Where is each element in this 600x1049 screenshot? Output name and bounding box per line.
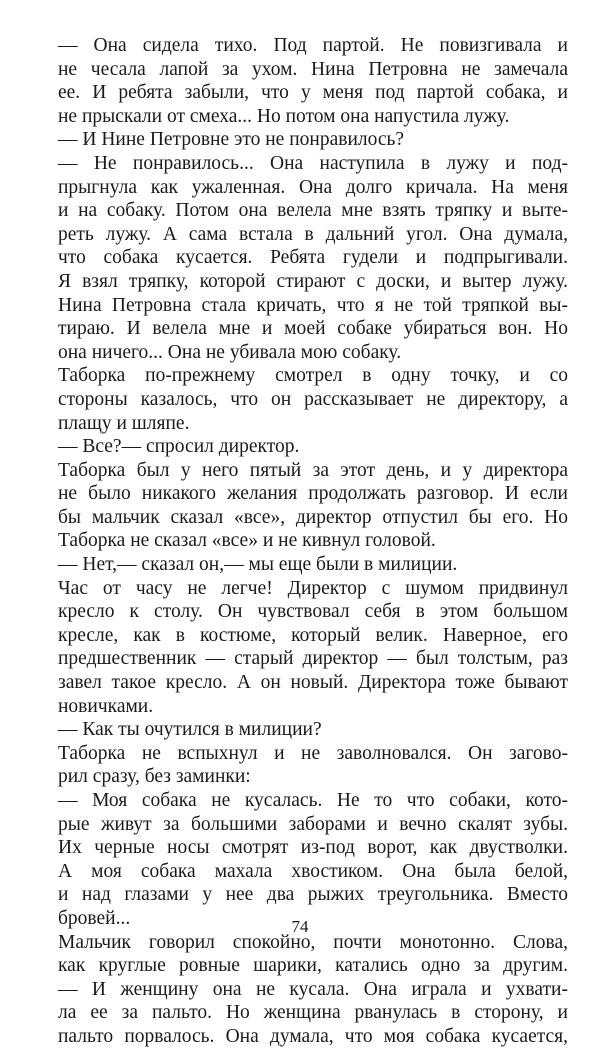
text-line: как круглые ровные шарики, катались одно за другим. xyxy=(58,955,568,977)
text-line: рил сразу, без заминки: xyxy=(58,766,251,788)
text-line: Таборка по-прежнему смотрел в одну точку, и со xyxy=(58,365,568,387)
text-line: Таборка не сказал «все» и не кивнул головой. xyxy=(58,530,436,552)
text-line: Нина Петровна стала кричать, что я не той тряпкой вы- xyxy=(58,294,568,316)
text-line: предшественник — старый директор — был толстым, раз xyxy=(58,648,568,670)
text-line: Мальчик говорил спокойно, почти монотонно. Слова, xyxy=(58,931,568,953)
text-line: плащу и шляпе. xyxy=(58,412,190,434)
text-line: тираю. И велела мне и моей собаке убираться вон. Но xyxy=(58,318,568,340)
text-line: Я взял тряпку, которой стирают с доски, и вытер лужу. xyxy=(58,270,568,292)
text-line: что собака кусается. Ребята гудели и подпрыгивали. xyxy=(58,247,568,269)
text-line: А моя собака махала хвостиком. Она была белой, xyxy=(58,860,568,882)
text-line: Час от часу не легче! Директор с шумом придвинул xyxy=(58,577,568,599)
text-line: не было никакого желания продолжать разговор. И если xyxy=(58,483,568,505)
text-line: рые живут за большими заборами и вечно скалят зубы. xyxy=(58,813,568,835)
text-line: и на собаку. Потом она велела мне взять тряпку и выте- xyxy=(58,200,568,222)
text-line: кресло к столу. Он чувствовал себя в этом большом xyxy=(58,601,568,623)
text-line: стороны казалось, что он рассказывает не директору, а xyxy=(58,388,568,410)
text-line: и над глазами у нее два рыжих треугольника. Вместо xyxy=(58,884,568,906)
page-body xyxy=(58,34,568,1049)
text-line: — Как ты очутился в милиции? xyxy=(58,719,322,741)
text-line: — Не понравилось... Она наступила в лужу и под- xyxy=(58,152,568,174)
text-line: не прыскали от смеха... Но потом она напустила лужу. xyxy=(58,105,510,127)
text-line: ее. И ребята забыли, что у меня под партой собака, и xyxy=(58,82,568,104)
text-line: не чесала лапой за ухом. Нина Петровна не замечала xyxy=(58,58,568,80)
text-line: реть лужу. А сама встала в дальний угол. Она думала, xyxy=(58,223,568,245)
text-line: она ничего... Она не убивала мою собаку. xyxy=(58,341,402,363)
text-line: — Все?— спросил директор. xyxy=(58,436,300,458)
text-line: — И Нине Петровне это не понравилось? xyxy=(58,129,405,151)
text-line: Таборка не вспыхнул и не заволновался. Он загово- xyxy=(58,742,568,764)
text-line: Таборка был у него пятый за этот день, и у директора xyxy=(58,459,568,481)
text-line: ла ее за пальто. Но женщина рванулась в сторону, и xyxy=(58,1002,568,1024)
text-line: — Моя собака не кусалась. Не то что собаки, кото- xyxy=(58,790,568,811)
text-line: кресле, как в костюме, который велик. Наверное, его xyxy=(58,624,568,646)
text-line: — Нет,— сказал он,— мы еще были в милиции. xyxy=(58,554,458,576)
text-line: прыгнула как ужаленная. Она долго кричала. На меня xyxy=(58,176,568,198)
text-line: новичками. xyxy=(58,695,154,717)
text-line: — Она сидела тихо. Под партой. Не повизгивала и xyxy=(58,35,568,56)
page-number: 74 xyxy=(291,917,309,936)
text-line: бровей... xyxy=(58,907,131,929)
text-line: Их черные носы смотрят из-под ворот, как двустволки. xyxy=(58,837,568,859)
text-line: завел такое кресло. А он новый. Директора тоже бывают xyxy=(58,672,568,694)
text-line: пальто порвалось. Она думала, что моя собака кусается, xyxy=(58,1025,568,1047)
text-line: — И женщину она не кусала. Она играла и ухвати- xyxy=(58,978,568,1000)
text-line: бы мальчик сказал «все», директор отпустил бы его. Но xyxy=(58,506,568,528)
